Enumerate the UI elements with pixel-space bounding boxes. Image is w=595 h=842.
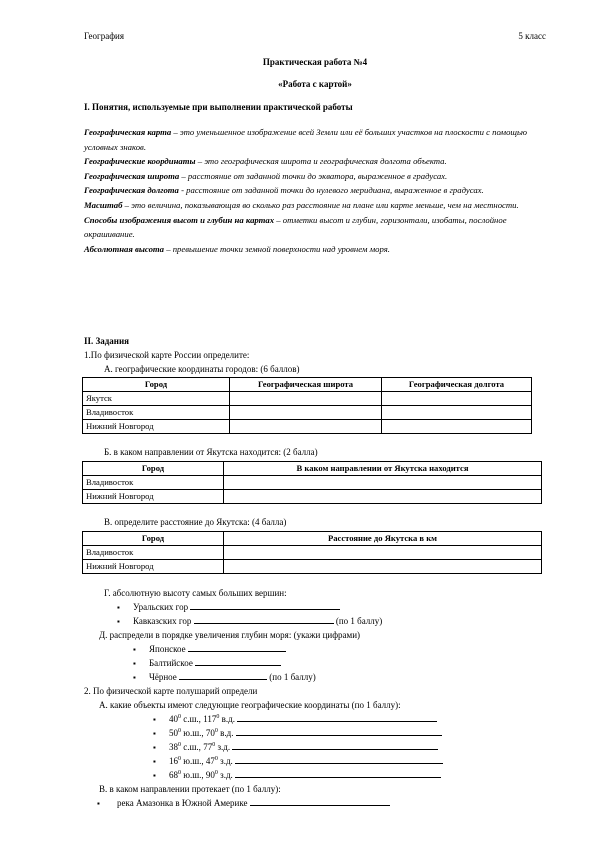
task-1-text: 1.По физической карте России определите: bbox=[84, 350, 250, 360]
task-1b-text: Б. в каком направлении от Якутска находится: (2 балла) bbox=[104, 447, 318, 457]
page-header bbox=[84, 31, 546, 43]
bullet-icon: ▪ bbox=[153, 743, 156, 752]
coordinates-table bbox=[82, 377, 532, 434]
longitude-dir: з.д. bbox=[217, 770, 233, 780]
answer-line[interactable] bbox=[250, 796, 390, 806]
answer-cell[interactable] bbox=[230, 392, 382, 406]
definition-term: Абсолютная высота bbox=[84, 243, 165, 254]
definition-item bbox=[84, 125, 554, 154]
task-1c-text: В. определите расстояние до Якутска: (4 балла) bbox=[104, 517, 287, 527]
longitude-dir: з.д. bbox=[217, 756, 233, 766]
distance-table bbox=[82, 531, 542, 574]
definitions-list bbox=[84, 125, 554, 256]
column-header: Город bbox=[83, 378, 230, 392]
list-item bbox=[153, 726, 442, 741]
list-item bbox=[97, 796, 390, 811]
score-label: (по 1 баллу) bbox=[335, 616, 383, 626]
degree-mark: 0 bbox=[178, 728, 181, 734]
bullet-icon: ▪ bbox=[133, 673, 136, 682]
bullet-icon: ▪ bbox=[133, 645, 136, 654]
table-row bbox=[83, 546, 542, 560]
city-cell: Нижний Новгород bbox=[83, 420, 230, 434]
definition-term: Географическая широта bbox=[84, 170, 180, 181]
city-cell: Нижний Новгород bbox=[83, 490, 224, 504]
task-1d-text: Д. распредели в порядке увеличения глубин моря: (укажи цифрами) bbox=[99, 630, 361, 640]
answer-cell[interactable] bbox=[382, 420, 532, 434]
bullet-icon: ▪ bbox=[117, 603, 120, 612]
latitude-dir: с.ш., bbox=[181, 714, 204, 724]
latitude-dir: с.ш., bbox=[181, 742, 204, 752]
longitude-value: 90 bbox=[205, 770, 215, 780]
longitude-dir: з.д. bbox=[215, 742, 231, 752]
table-row bbox=[83, 560, 542, 574]
list-item bbox=[153, 768, 441, 783]
definition-item bbox=[84, 169, 554, 184]
degree-mark: 0 bbox=[178, 714, 181, 720]
latitude-value: 40 bbox=[169, 714, 178, 724]
answer-line[interactable] bbox=[195, 656, 281, 666]
definition-term: Масштаб bbox=[84, 199, 123, 210]
column-header: Географическая долгота bbox=[382, 378, 532, 392]
table-row bbox=[83, 476, 542, 490]
grade-label: 5 класс bbox=[518, 31, 546, 41]
longitude-value: 47 bbox=[205, 756, 215, 766]
table-row bbox=[83, 490, 542, 504]
answer-line[interactable] bbox=[235, 768, 441, 778]
definition-text: – расстояние от заданной точки до экватора, выраженное в градусах. bbox=[179, 170, 448, 181]
sea-label: Японское bbox=[149, 644, 186, 654]
definition-text: - расстояние от заданной точки до нулевого меридиана, выраженное в градусах. bbox=[178, 185, 484, 196]
definition-item bbox=[84, 242, 554, 257]
city-cell: Якутск bbox=[83, 392, 230, 406]
answer-line[interactable] bbox=[235, 754, 443, 764]
bullet-icon: ▪ bbox=[117, 617, 120, 626]
definition-text: – это уменьшенное изображение всей Земли или её больших участков на плоскости с помощью условных знаков. bbox=[84, 127, 528, 152]
definition-text: – это величина, показывающая во сколько раз расстояние на плане или карте меньше, чем на местности. bbox=[122, 199, 519, 210]
degree-mark: 0 bbox=[216, 714, 220, 720]
table-row bbox=[83, 392, 532, 406]
city-cell: Нижний Новгород bbox=[83, 560, 224, 574]
list-item bbox=[133, 642, 286, 657]
list-item bbox=[153, 712, 437, 727]
list-item bbox=[117, 600, 340, 615]
list-item bbox=[133, 670, 316, 685]
task-1a-text: А. географические координаты городов: (6 баллов) bbox=[104, 364, 300, 374]
degree-mark: 0 bbox=[214, 728, 218, 734]
degree-mark: 0 bbox=[214, 756, 218, 762]
latitude-value: 38 bbox=[169, 742, 178, 752]
latitude-dir: ю.ш., bbox=[181, 728, 206, 738]
column-header: Город bbox=[83, 532, 224, 546]
answer-line[interactable] bbox=[188, 642, 286, 652]
answer-cell[interactable] bbox=[382, 392, 532, 406]
latitude-dir: ю.ш., bbox=[181, 770, 206, 780]
answer-cell[interactable] bbox=[382, 406, 532, 420]
definition-term: Географическая долгота bbox=[84, 185, 179, 196]
longitude-dir: в.д. bbox=[219, 714, 235, 724]
longitude-value: 117 bbox=[203, 714, 217, 724]
worksheet-title: Практическая работа №4 bbox=[262, 57, 368, 67]
degree-mark: 0 bbox=[178, 756, 181, 762]
definition-term: Географические координаты bbox=[84, 156, 196, 167]
subject-label: География bbox=[84, 31, 124, 41]
answer-line[interactable] bbox=[232, 740, 438, 750]
longitude-value: 77 bbox=[203, 742, 213, 752]
city-cell: Владивосток bbox=[83, 476, 224, 490]
answer-cell[interactable] bbox=[224, 560, 542, 574]
degree-mark: 0 bbox=[214, 770, 218, 776]
list-item bbox=[133, 656, 281, 671]
answer-cell[interactable] bbox=[224, 490, 542, 504]
task-2b-text: В. в каком направлении протекает (по 1 баллу): bbox=[99, 784, 281, 794]
peak-label: Уральских гор bbox=[133, 602, 189, 612]
section-1-heading: I. Понятия, используемые при выполнении практической работы bbox=[84, 102, 353, 112]
definition-term: Географическая карта bbox=[84, 127, 172, 137]
sea-label: Чёрное bbox=[149, 672, 177, 682]
task-2-text: 2. По физической карте полушарий определи bbox=[84, 686, 258, 696]
task-2a-text: А. какие объекты имеют следующие географические координаты (по 1 баллу): bbox=[99, 700, 401, 710]
definition-term: Способы изображения высот и глубин на картах bbox=[84, 214, 275, 225]
bullet-icon: ▪ bbox=[153, 715, 156, 724]
bullet-icon: ▪ bbox=[97, 799, 100, 808]
river-label: река Амазонка в Южной Америке bbox=[117, 798, 248, 808]
answer-cell[interactable] bbox=[230, 420, 382, 434]
list-item bbox=[153, 754, 443, 769]
peak-label: Кавказских гор bbox=[133, 616, 192, 626]
degree-mark: 0 bbox=[178, 770, 181, 776]
list-item bbox=[153, 740, 438, 755]
answer-cell[interactable] bbox=[224, 476, 542, 490]
longitude-value: 70 bbox=[205, 728, 215, 738]
table-row bbox=[83, 406, 532, 420]
latitude-value: 68 bbox=[169, 770, 178, 780]
bullet-icon: ▪ bbox=[133, 659, 136, 668]
definition-item bbox=[84, 198, 554, 213]
longitude-dir: в.д. bbox=[217, 728, 234, 738]
table-row bbox=[83, 420, 532, 434]
task-1g-text: Г. абсолютную высоту самых больших вершин: bbox=[104, 588, 287, 598]
answer-cell[interactable] bbox=[224, 546, 542, 560]
degree-mark: 0 bbox=[212, 742, 216, 748]
section-2-heading: II. Задания bbox=[84, 336, 130, 346]
column-header: В каком направлении от Якутска находится bbox=[224, 462, 542, 476]
list-item bbox=[117, 614, 382, 629]
definition-item bbox=[84, 213, 554, 242]
table-header-row bbox=[83, 378, 532, 392]
answer-line[interactable] bbox=[237, 712, 437, 722]
column-header: Город bbox=[83, 462, 224, 476]
score-label: (по 1 баллу) bbox=[269, 672, 316, 682]
definition-text: – это географическая широта и географическая долгота объекта. bbox=[195, 156, 447, 167]
bullet-icon: ▪ bbox=[153, 729, 156, 738]
definition-item bbox=[84, 154, 554, 169]
bullet-icon: ▪ bbox=[153, 757, 156, 766]
answer-line[interactable] bbox=[190, 600, 340, 610]
latitude-value: 50 bbox=[169, 728, 178, 738]
table-header-row bbox=[83, 532, 542, 546]
bullet-icon: ▪ bbox=[153, 771, 156, 780]
answer-cell[interactable] bbox=[230, 406, 382, 420]
city-cell: Владивосток bbox=[83, 406, 230, 420]
answer-line[interactable] bbox=[236, 726, 442, 736]
sea-label: Балтийское bbox=[149, 658, 193, 668]
answer-line[interactable] bbox=[179, 670, 267, 680]
latitude-dir: ю.ш., bbox=[181, 756, 206, 766]
column-header: Географическая широта bbox=[230, 378, 382, 392]
column-header: Расстояние до Якутска в км bbox=[224, 532, 542, 546]
degree-mark: 0 bbox=[178, 742, 181, 748]
direction-table bbox=[82, 461, 542, 504]
definition-text: – превышение точки земной поверхности над уровнем моря. bbox=[164, 243, 390, 254]
worksheet-subtitle: «Работа с картой» bbox=[278, 79, 352, 89]
latitude-value: 16 bbox=[169, 756, 178, 766]
definition-text: – отметки высот и глубин, горизонтали, изобаты, послойное окрашивание. bbox=[84, 214, 507, 240]
city-cell: Владивосток bbox=[83, 546, 224, 560]
table-header-row bbox=[83, 462, 542, 476]
answer-line[interactable] bbox=[194, 614, 334, 624]
definition-item bbox=[84, 183, 554, 198]
